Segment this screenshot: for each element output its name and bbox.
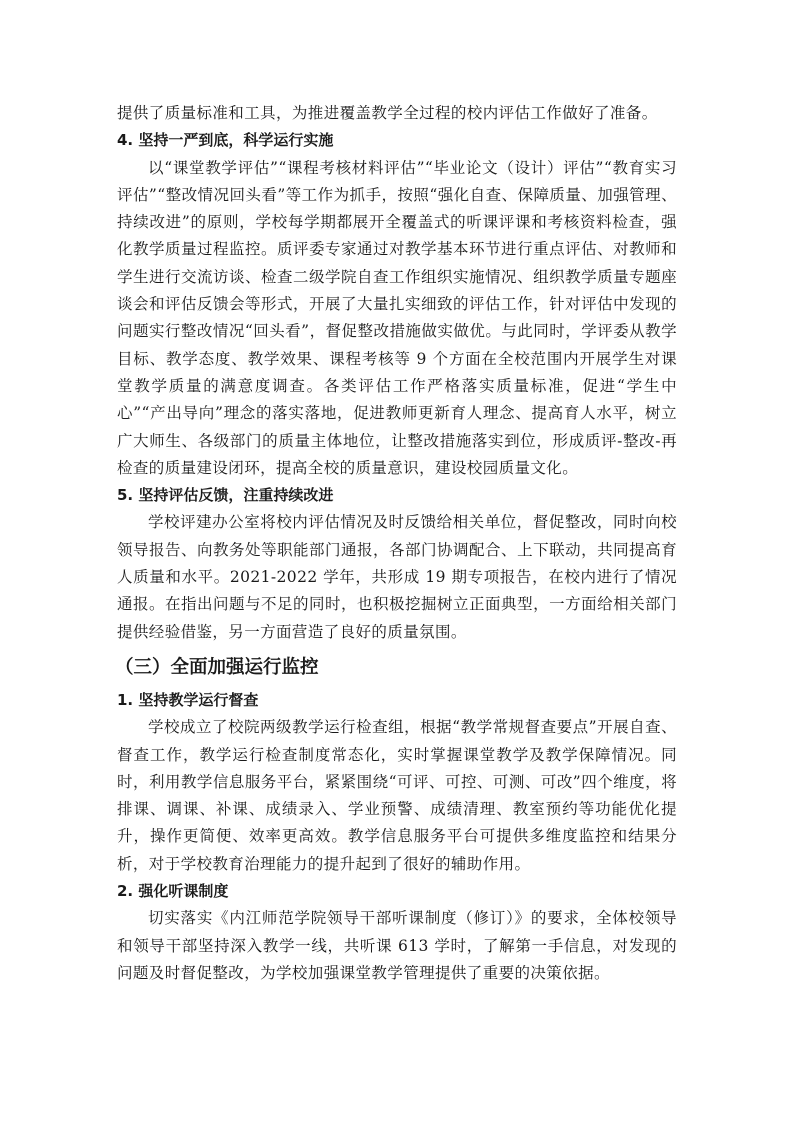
section-4-heading: 4. 坚持一严到底，科学运行实施 [117,131,334,150]
section-1-heading: 1. 坚持教学运行督查 [117,690,259,709]
section-4-paragraph: 以“课堂教学评估”“课程考核材料评估”“毕业论文（设计）评估”“教育实习评估”“整改情况回头看”等工作为抓手，按照“强化自查、保障质量、加强管理、持续改进”的原则，学校每学期都展开全覆盖式的听课评课和考核资料检查，强化教学质量过程监控。质评委专家通过对教学基本环节进行重点评估、对教师和学生进行交流访谈、检查二级学院自查工作组织实施情况、组织教学质量专题座谈会和评估反馈会等形式，开展了大量扎实细致的评估工作，针对评估中发现的问题实行整改情况“回头看”，督促整改措施做实做优。与此同时，学评委从教学目标、教学态度、教学效果、课程考核等 9 个方面在全校范围内开展学生对课堂教学质量的满意度调查。各类评估工作严格落实质量标准，促进“学生中心”“产出导向”理念的落实落地，促进教师更新育人理念、提高育人水平，树立广大师生、各级部门的质量主体地位，让整改措施落实到位，形成质评-整改-再检查的质量建设闭环，提高全校的质量意识，建设校园质量文化。 [117,158,677,477]
section-1-paragraph: 学校成立了校院两级教学运行检查组，根据“教学常规督查要点”开展自查、督查工作，教学运行检查制度常态化，实时掌握课堂教学及教学保障情况。同时，利用教学信息服务平台，紧紧围绕“可评、可控、可测、可改”四个维度，将排课、调课、补课、成绩录入、学业预警、成绩清理、教室预约等功能优化提升，操作更简便、效率更高效。教学信息服务平台可提供多维度监控和结果分析，对于学校教育治理能力的提升起到了很好的辅助作用。 [117,718,677,873]
document-page [117,100,677,987]
section-5-paragraph: 学校评建办公室将校内评估情况及时反馈给相关单位，督促整改，同时向校领导报告、向教务处等职能部门通报，各部门协调配合、上下联动，共同提高育人质量和水平。2021-2022 学年，共形成 19 期专项报告，在校内进行了情况通报。在指出问题与不足的同时，也积极挖掘树立正面典型，一方面给相关部门提供经验借鉴，另一方面营造了良好的质量氛围。 [117,513,677,641]
section-5-heading: 5. 坚持评估反馈，注重持续改进 [117,486,334,505]
intro-tail-paragraph: 提供了质量标准和工具，为推进覆盖教学全过程的校内评估工作做好了准备。 [117,104,658,122]
chapter-3-heading: （三）全面加强运行监控 [115,656,319,678]
section-2-heading: 2. 强化听课制度 [117,882,229,901]
section-2-paragraph: 切实落实《内江师范学院领导干部听课制度（修订）》的要求，全体校领导和领导干部坚持深入教学一线，共听课 613 学时，了解第一手信息，对发现的问题及时督促整改，为学校加强课堂教学管理提供了重要的决策依据。 [117,909,677,982]
